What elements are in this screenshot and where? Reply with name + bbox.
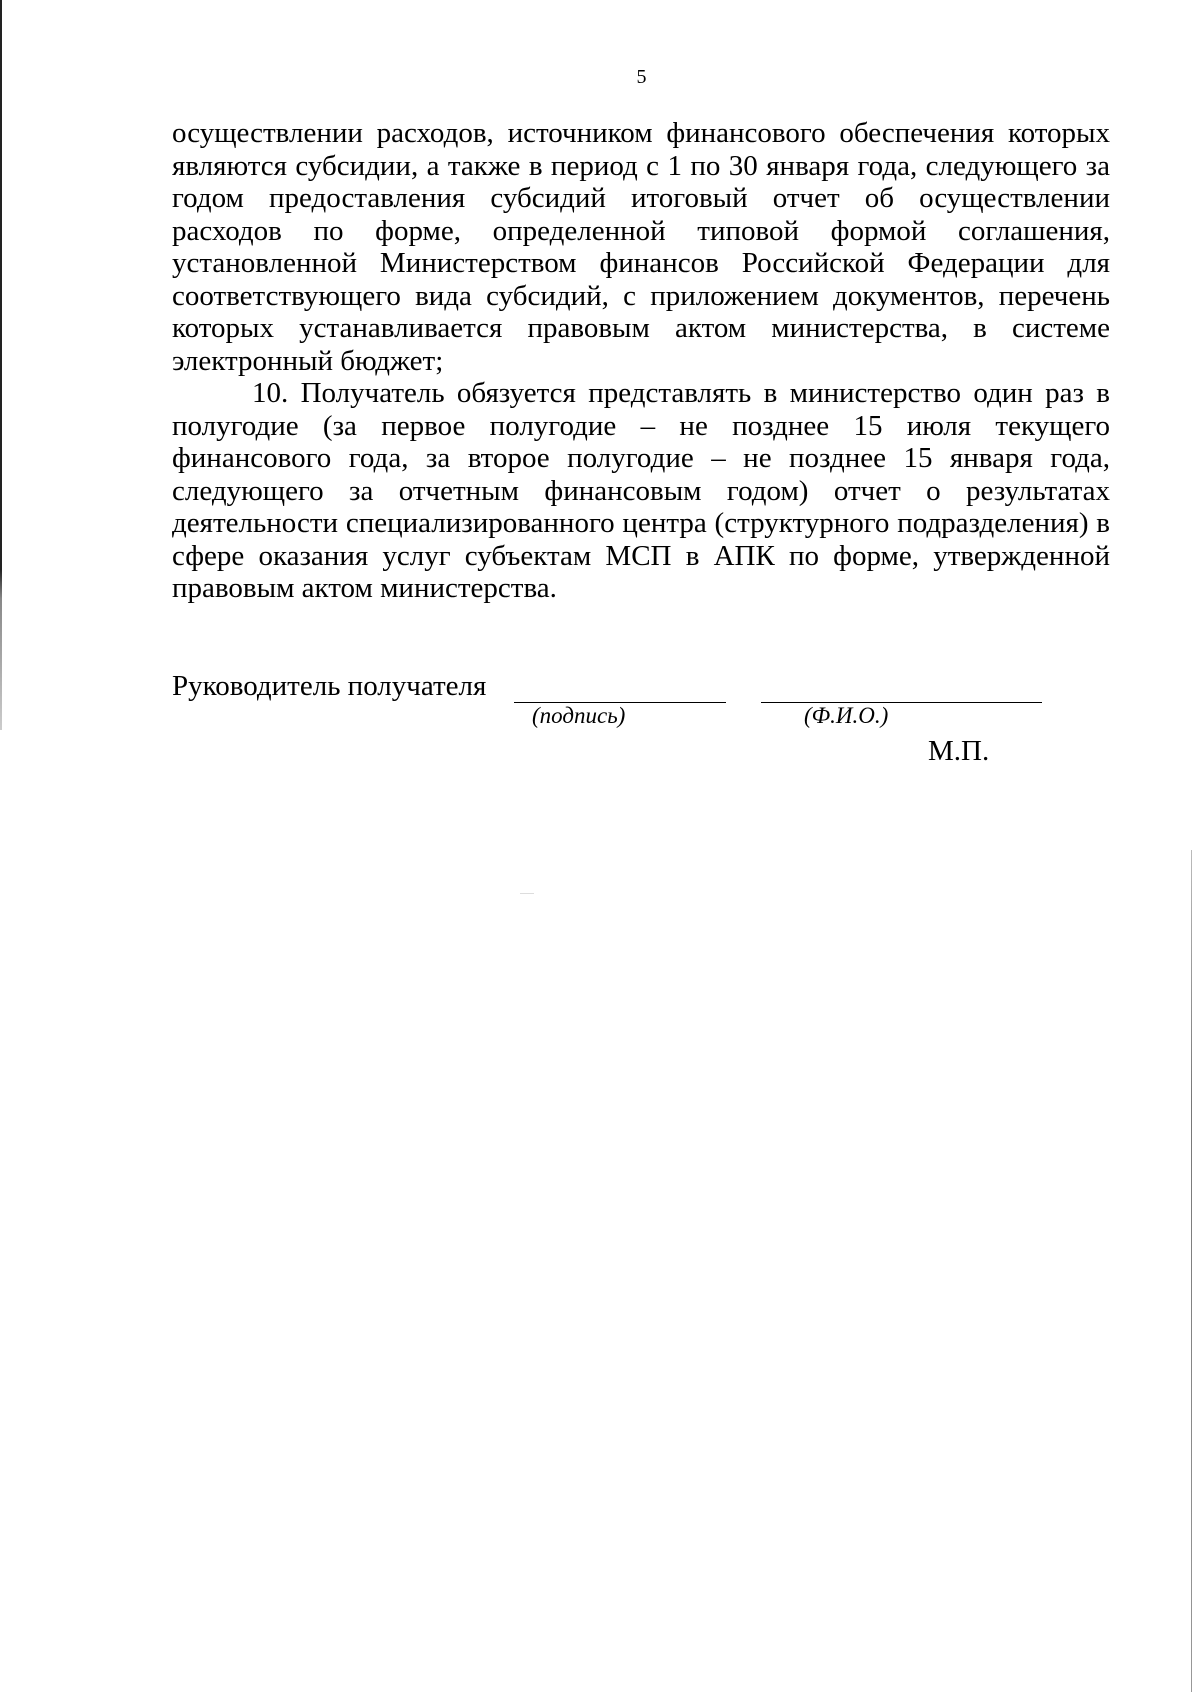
scan-edge-left xyxy=(0,0,2,730)
stamp-placeholder: М.П. xyxy=(928,735,990,767)
paragraph-continuation: осуществлении расходов, источником финансового обеспечения которых являются субсидии, а также в период с 1 по 30 января года, следующего за годом предоставления субсидий итоговый отчет об осуществлении расходов по форме, определенной типовой формой соглашения, установленной Министерством финансов Российской Федерации для соответствующего вида субсидий, с приложением документов, перечень которых устанавливается правовым актом министерства, в системе электронный бюджет; xyxy=(172,117,1110,377)
name-caption: (Ф.И.О.) xyxy=(804,703,889,728)
signer-label: Руководитель получателя xyxy=(172,670,487,702)
document-body xyxy=(172,117,1110,605)
scan-edge-right xyxy=(1191,850,1192,1692)
signature-caption: (подпись) xyxy=(532,703,626,728)
page-number: 5 xyxy=(636,66,647,88)
paragraph-item-10: 10. Получатель обязуется представлять в министерство один раз в полугодие (за первое полугодие – не позднее 15 июля текущего финансового года, за второе полугодие – не позднее 15 января года, следующего за отчетным финансовым годом) отчет о результатах деятельности специализированного центра (структурного подразделения) в сфере оказания услуг субъектам МСП в АПК по форме, утвержденной правовым актом министерства. xyxy=(172,377,1110,604)
scan-speck xyxy=(520,893,534,894)
